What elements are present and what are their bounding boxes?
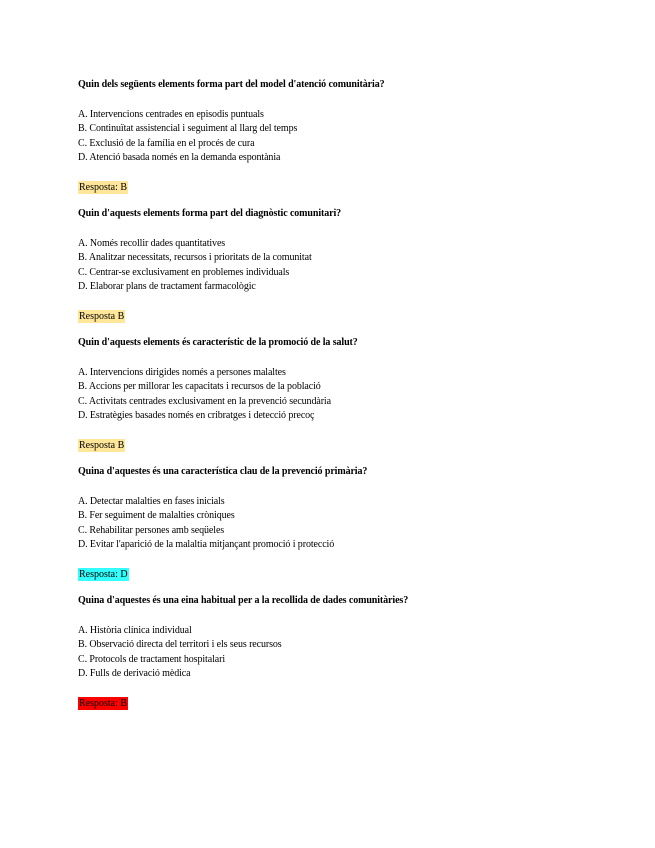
question-block-1 — [78, 78, 618, 195]
option-a: A. Història clínica individual — [78, 625, 192, 636]
options-list — [78, 624, 618, 681]
option-d: D. Estratègies basades només en cribratges i detecció precoç — [78, 409, 315, 421]
option-c: C. Protocols de tractament hospitalari — [78, 653, 225, 665]
option-a: A. Intervencions dirigides només a persones malaltes — [78, 367, 286, 378]
answer-label: Resposta B — [79, 440, 125, 452]
answer-label: Resposta: B — [79, 698, 128, 710]
question-text: Quina d'aquestes és una eina habitual per a la recollida de dades comunitàries? — [78, 595, 409, 606]
option-d: D. Evitar l'aparició de la malaltia mitjançant promoció i protecció — [78, 538, 335, 550]
option-c: C. Rehabilitar persones amb seqüeles — [78, 524, 225, 536]
question-text: Quina d'aquestes és una característica clau de la prevenció primària? — [78, 466, 368, 477]
option-c: C. Exclusió de la família en el procés de cura — [78, 137, 255, 149]
option-d: D. Elaborar plans de tractament farmacològic — [78, 280, 256, 292]
option-b: B. Analitzar necessitats, recursos i prioritats de la comunitat — [78, 252, 312, 264]
question-text: Quin d'aquests elements és característic de la promoció de la salut? — [78, 337, 358, 348]
option-d: D. Atenció basada només en la demanda espontània — [78, 151, 281, 163]
option-d: D. Fulls de derivació mèdica — [78, 667, 191, 679]
answer-label: Resposta: D — [79, 569, 128, 581]
options-list — [78, 108, 618, 165]
option-c: C. Activitats centrades exclusivament en la prevenció secundària — [78, 395, 331, 407]
question-block-5 — [78, 594, 618, 711]
answer-label: Resposta: B — [79, 182, 128, 194]
option-b: B. Observació directa del territori i els seus recursos — [78, 639, 282, 651]
question-block-4 — [78, 465, 618, 582]
options-list — [78, 366, 618, 423]
option-b: B. Accions per millorar les capacitats i recursos de la població — [78, 381, 321, 393]
question-block-3 — [78, 336, 618, 453]
options-list — [78, 237, 618, 294]
question-block-2 — [78, 207, 618, 324]
option-a: A. Detectar malalties en fases inicials — [78, 496, 225, 507]
option-a: A. Intervencions centrades en episodis puntuals — [78, 109, 264, 120]
question-text: Quin dels següents elements forma part del model d'atenció comunitària? — [78, 79, 385, 90]
question-text: Quin d'aquests elements forma part del diagnòstic comunitari? — [78, 208, 342, 219]
answer-label: Resposta B — [79, 311, 125, 323]
option-c: C. Centrar-se exclusivament en problemes individuals — [78, 266, 290, 278]
option-b: B. Fer seguiment de malalties cròniques — [78, 510, 235, 522]
options-list — [78, 495, 618, 552]
option-b: B. Continuïtat assistencial i seguiment al llarg del temps — [78, 123, 298, 135]
option-a: A. Només recollir dades quantitatives — [78, 238, 226, 249]
